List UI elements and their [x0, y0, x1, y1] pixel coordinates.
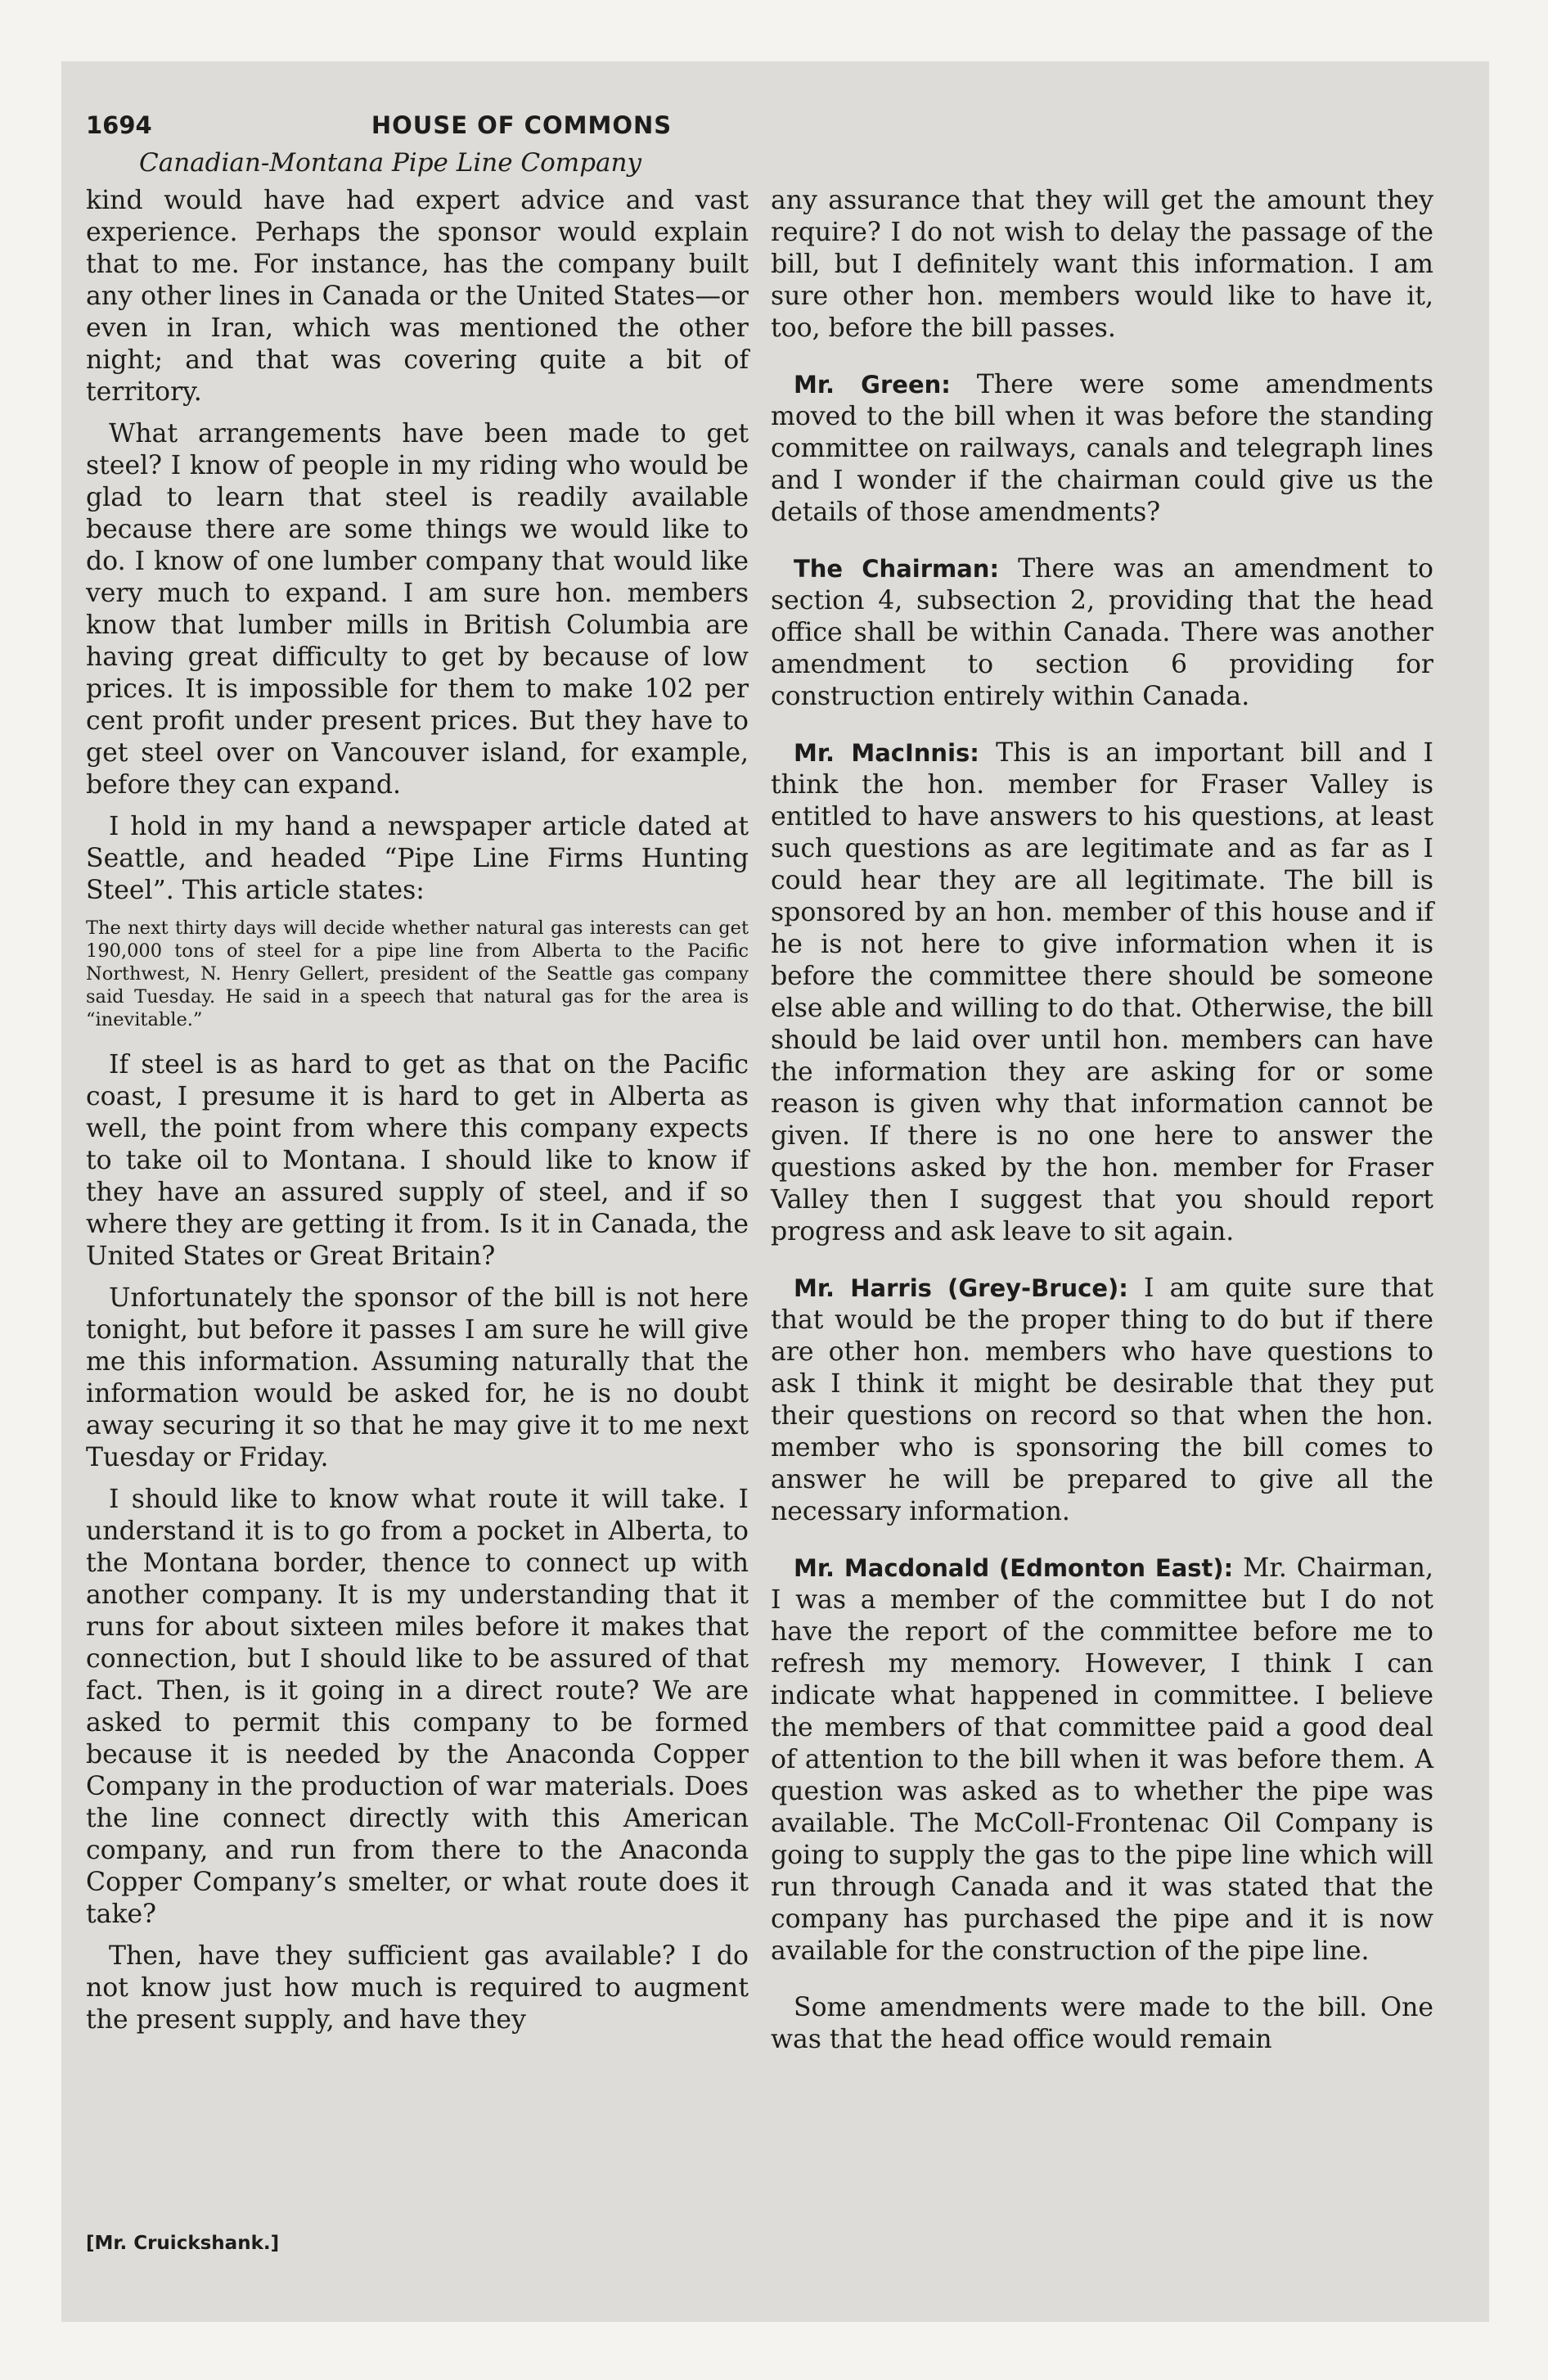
journal-title: HOUSE OF COMMONS: [371, 111, 673, 139]
right-column: [771, 185, 1433, 2080]
left-column: [86, 185, 749, 2046]
paragraph: If steel is as hard to get as that on the Pacific coast, I presume it is hard to get in Alberta as well, the point from where this company expects to take oil to Montana. I should like to know if they have an assured supply of steel, and if so where they are getting it from. Is it in Canada, the United States or Great Britain?: [86, 1050, 749, 1271]
paragraph: What arrangements have been made to get steel? I know of people in my riding who would be glad to learn that steel is readily available because there are some things we would like to do. I know of one lumber company that would like very much to expand. I am sure hon. members know that lumber mills in British Columbia are having great difficulty to get by because of low prices. It is impossible for them to make 102 per cent profit under present prices. But they have to get steel over on Vancouver island, for example, before they can expand.: [86, 419, 749, 800]
speaker-name: The Chairman:: [794, 555, 1000, 583]
paragraph: Some amendments were made to the bill. One was that the head office would remain: [771, 1993, 1433, 2054]
speech-text: Mr. Chairman, I was a member of the committee but I do not have the report of the committee before me to refresh my memory. However, I think I can indicate what happened in committee. I believe the members of that committee paid a good deal of attention to the bill when it was before them. A question was asked as to whether the pipe was available. The McColl-Frontenac Oil Company is going to supply the gas to the pipe line which will run through Canada and it was stated that the company has purchased the pipe and it is now available for the construction of the pipe line.: [771, 1553, 1433, 1966]
speech: [771, 369, 1433, 529]
speech-text: I am quite sure that that would be the proper thing to do but if there are other hon. members who have questions to ask I think it might be desirable that they put their questions on record so that when the hon. member who is sponsoring the bill comes to answer he will be prepared to give all the necessary information.: [771, 1273, 1433, 1526]
page-header: [86, 111, 957, 144]
speaker-name: Mr. Harris (Grey-Bruce):: [794, 1274, 1128, 1302]
section-subtitle: Canadian-Montana Pipe Line Company: [139, 148, 642, 178]
paragraph: any assurance that they will get the amount they require? I do not wish to delay the passage of the bill, but I definitely want this information. I am sure other hon. members would like to have it, too, before the bill passes.: [771, 186, 1433, 343]
paragraph: kind would have had expert advice and vast experience. Perhaps the sponsor would explain that to me. For instance, has the company built any other lines in Canada or the United States—or even in Iran, which was mentioned the other night; and that was covering quite a bit of territory.: [86, 186, 749, 407]
speech-text: There were some amendments moved to the bill when it was before the standing committee on railways, canals and telegraph lines and I wonder if the chairman could give us the details of those amendments?: [771, 370, 1433, 527]
paragraph: I hold in my hand a newspaper article dated at Seattle, and headed “Pipe Line Firms Hunting Steel”. This article states:: [86, 812, 749, 905]
speaker-name: Mr. Macdonald (Edmonton East):: [794, 1554, 1234, 1582]
paragraph: Then, have they sufficient gas available? I do not know just how much is required to augment the present supply, and have they: [86, 1941, 749, 2035]
speech: [771, 1553, 1433, 1968]
paragraph: I should like to know what route it will take. I understand it is to go from a pocket in Alberta, to the Montana border, thence to connect up with another company. It is my understanding that it runs for about sixteen miles before it makes that connection, but I should like to be assured of that fact. Then, is it going in a direct route? We are asked to permit this company to be formed because it is needed by the Anaconda Copper Company in the production of war materials. Does the line connect directly with this American company, and run from there to the Anaconda Copper Company’s smelter, or what route does it take?: [86, 1485, 749, 1929]
speaker-name: Mr. Green:: [794, 371, 951, 399]
speech-text: There was an amendment to section 4, subsection 2, providing that the head office shall be within Canada. There was another amendment to section 6 providing for construction entirely within Canada.: [771, 554, 1433, 711]
speech-text: This is an important bill and I think the hon. member for Fraser Valley is entitled to have answers to his questions, at least such questions as are legitimate and as far as I could hear they are all legitimate. The bill is sponsored by an hon. member of this house and if he is not here to give information when it is before the committee there should be someone else able and willing to do that. Otherwise, the bill should be laid over until hon. members can have the information they are asking for or some reason is given why that information cannot be given. If there is no one here to answer the questions asked by the hon. member for Fraser Valley then I suggest that you should report progress and ask leave to sit again.: [771, 738, 1434, 1246]
speaker-reference: [Mr. Cruickshank.]: [86, 2233, 280, 2254]
speech: [771, 1273, 1433, 1528]
speech: [771, 553, 1433, 713]
speaker-name: Mr. MacInnis:: [794, 739, 979, 767]
paragraph: Unfortunately the sponsor of the bill is not here tonight, but before it passes I am sure he will give me this information. Assuming naturally that the information would be asked for, he is no doubt away securing it so that he may give it to me next Tuesday or Friday.: [86, 1283, 749, 1472]
quoted-article: The next thirty days will decide whether natural gas interests can get 190,000 tons of steel for a pipe line from Alberta to the Pacific Northwest, N. Henry Gellert, president of the Seattle gas company said Tuesday. He said in a speech that natural gas for the area is “inevitable.”: [86, 917, 749, 1030]
page-number: 1694: [86, 111, 152, 139]
speech: [771, 737, 1433, 1248]
